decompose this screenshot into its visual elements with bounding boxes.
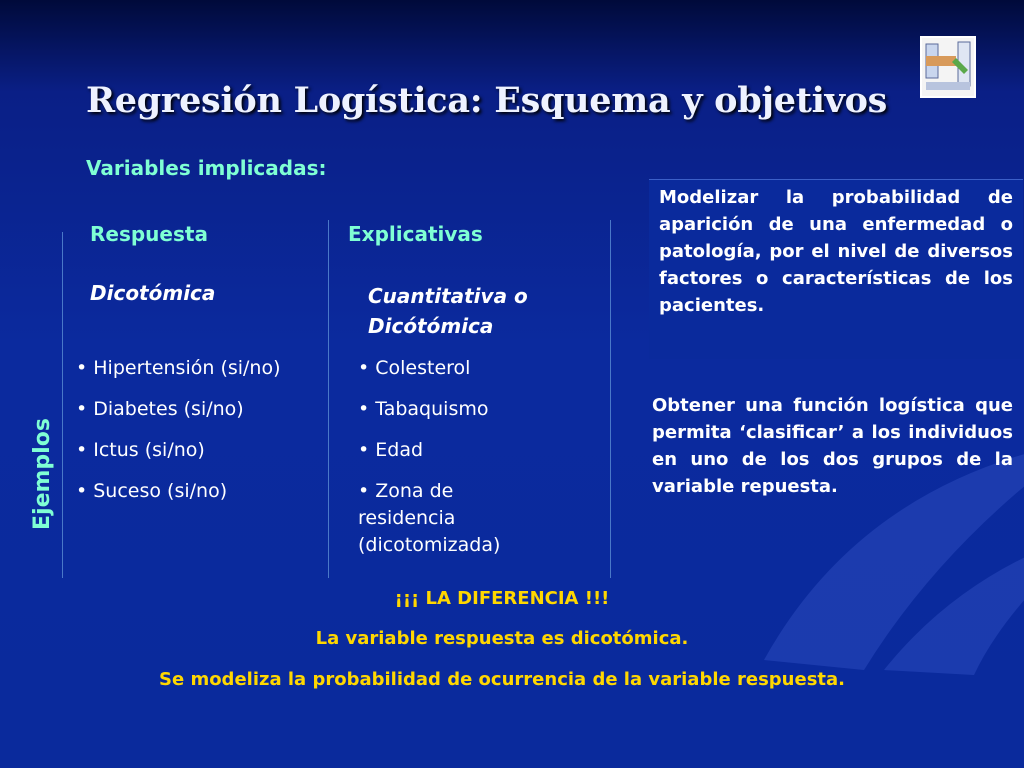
list-item: • Hipertensión (si/no) <box>76 355 316 382</box>
list-item: • Colesterol <box>358 355 578 382</box>
list-item: • Suceso (si/no) <box>76 478 316 505</box>
presentation-logo-icon <box>920 36 976 98</box>
list-item: • Tabaquismo <box>358 396 578 423</box>
objective-text: Obtener una función logística que permita ‘clasificar’ a los individuos en uno de los dos grupos de la variable repuesta. <box>652 395 1013 497</box>
ejemplos-label: Ejemplos <box>30 418 55 530</box>
explicativas-examples-list <box>358 355 578 573</box>
variables-subtitle: Variables implicadas: <box>86 156 327 180</box>
footer-diferencia: ¡¡¡ LA DIFERENCIA !!! <box>394 588 610 609</box>
footer-line-modeliza: Se modeliza la probabilidad de ocurrencia de la variable respuesta. <box>159 669 845 690</box>
divider-right <box>610 220 611 578</box>
divider-middle <box>328 220 329 578</box>
respuesta-examples-list <box>76 355 316 519</box>
footer-line-respuesta: La variable respuesta es dicotómica. <box>315 628 689 649</box>
list-item: • Edad <box>358 437 578 464</box>
explicativas-type: Cuantitativa o Dicótómica <box>368 284 528 338</box>
objective-box: Modelizar la probabilidad de aparición de una enfermedad o patología, por el nivel de diversos factores o características de los pacientes. <box>649 179 1023 359</box>
list-item: • Diabetes (si/no) <box>76 396 316 423</box>
explicativas-header: Explicativas <box>348 222 483 246</box>
list-item: • Ictus (si/no) <box>76 437 316 464</box>
divider-left <box>62 232 63 578</box>
list-item: • Zona de residencia (dicotomizada) <box>358 478 538 559</box>
respuesta-type: Dicotómica <box>90 281 216 305</box>
respuesta-header: Respuesta <box>90 222 208 246</box>
slide-title: Regresión Logística: Esquema y objetivos <box>86 80 888 121</box>
